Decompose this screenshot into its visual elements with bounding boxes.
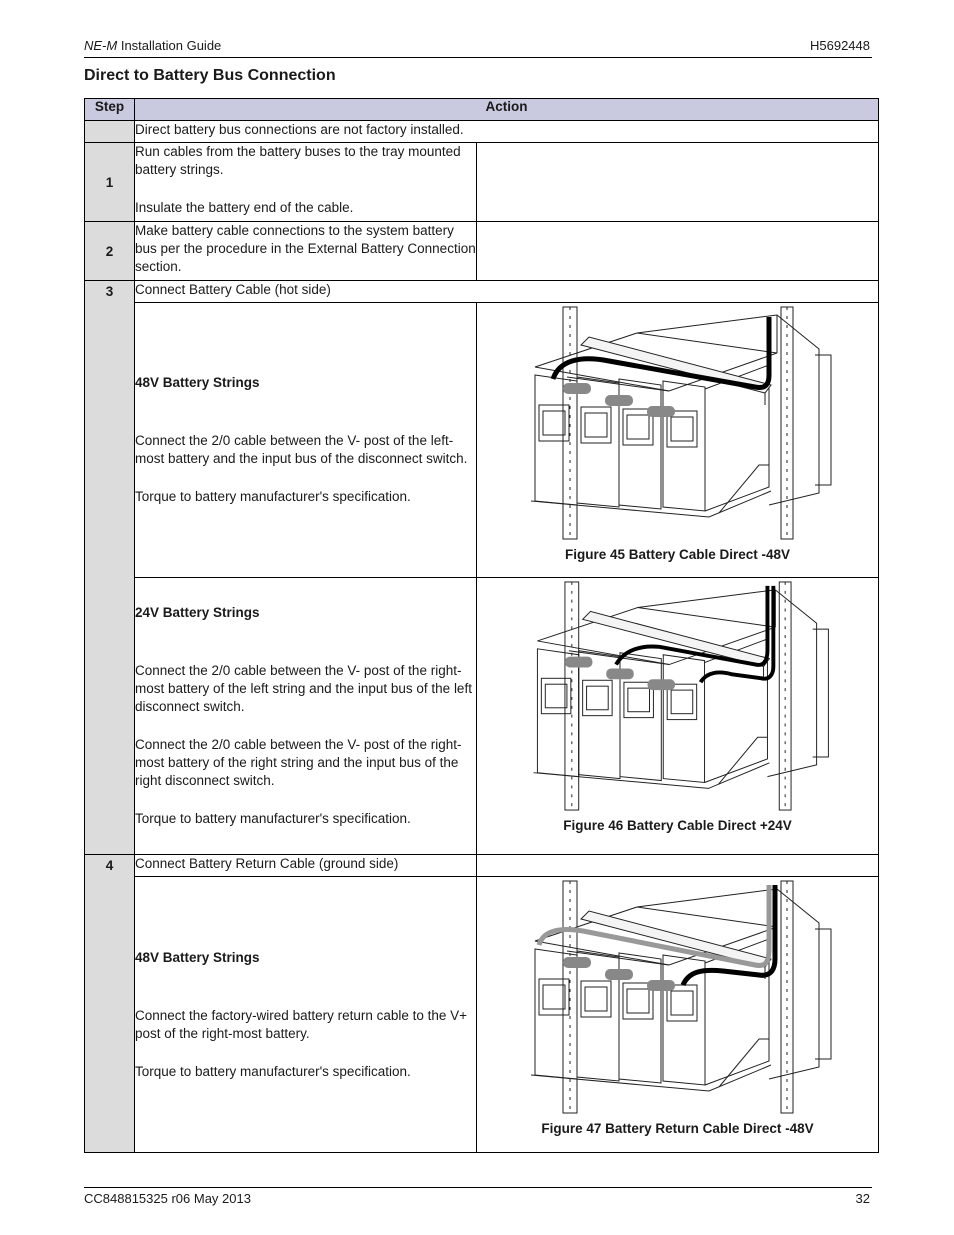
battery-rack-illustration: [519, 580, 837, 812]
empty-cell: [477, 222, 879, 281]
steps-table: [84, 98, 879, 1153]
step-text: Run cables from the battery buses to the tray mounted battery strings. Insulate the battery end of the cable.: [135, 143, 477, 222]
note-text: Direct battery bus connections are not factory installed.: [135, 121, 879, 143]
table-row: [85, 303, 879, 578]
battery-rack-illustration: [519, 305, 837, 541]
step-column-header: Step: [85, 99, 135, 121]
figure-caption: Figure 45 Battery Cable Direct -48V: [564, 547, 791, 562]
step-title: Connect Battery Cable (hot side): [135, 281, 879, 303]
figure-cell: [477, 578, 879, 855]
empty-cell: [477, 143, 879, 222]
step-cell-empty: [85, 121, 135, 143]
table-row: [85, 143, 879, 222]
battery-rack-illustration: [519, 879, 837, 1115]
table-row: [85, 222, 879, 281]
doc-number: H5692448: [810, 38, 870, 53]
step-number: 3: [85, 281, 135, 855]
table-row: [85, 877, 879, 1153]
table-row: [85, 578, 879, 855]
page-footer: [84, 1187, 872, 1206]
figure-cell: [477, 303, 879, 578]
page-number: 32: [855, 1191, 870, 1206]
section-title: Direct to Battery Bus Connection: [84, 67, 336, 84]
table-row: [85, 855, 879, 877]
step-text: Make battery cable connections to the system battery bus per the procedure in the External Battery Connection section.: [135, 222, 477, 281]
step-number: 2: [85, 222, 135, 281]
doc-code: CC848815325 r06 May 2013: [84, 1191, 251, 1206]
table-row: [85, 121, 879, 143]
step-number: 1: [85, 143, 135, 222]
doc-title: NE-M Installation Guide: [84, 38, 222, 53]
empty-cell: [477, 855, 879, 877]
step-text: 48V Battery Strings Connect the 2/0 cable between the V- post of the left-most battery and the input bus of the disconnect switch. Torque to battery manufacturer's specification.: [135, 303, 477, 578]
page-header: [84, 37, 872, 58]
figure-caption: Figure 46 Battery Cable Direct +24V: [563, 818, 792, 833]
figure-caption: Figure 47 Battery Return Cable Direct -48V: [541, 1121, 814, 1136]
step-text: 48V Battery Strings Connect the factory-wired battery return cable to the V+ post of the right-most battery. Torque to battery manufacturer's specification.: [135, 877, 477, 1153]
figure-cell: [477, 877, 879, 1153]
table-header-row: [85, 99, 879, 121]
step-text: 24V Battery Strings Connect the 2/0 cable between the V- post of the right-most battery of the left string and the input bus of the left disconnect switch. Connect the 2/0 cable between the V- post of the right-most battery of the right string and the input bus of the right disconnect switch. Torque to battery manufacturer's specification.: [135, 578, 477, 855]
table-row: [85, 281, 879, 303]
step-number: 4: [85, 855, 135, 1153]
step-title: Connect Battery Return Cable (ground side): [135, 855, 477, 877]
action-column-header: Action: [135, 99, 879, 121]
